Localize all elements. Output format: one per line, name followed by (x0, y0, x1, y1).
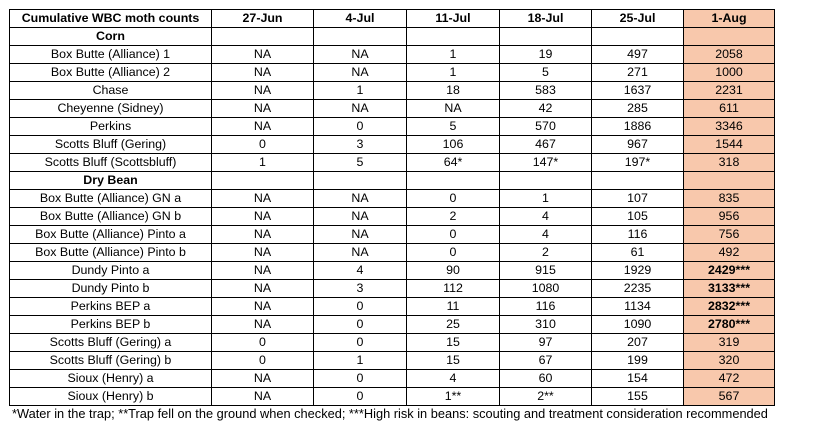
section-blank-cell (684, 28, 775, 46)
table-row (10, 46, 775, 64)
count-cell: 3 (314, 280, 407, 298)
count-cell: 60 (500, 370, 592, 388)
count-cell: 1637 (592, 82, 684, 100)
footnote: *Water in the trap; **Trap fell on the ground when checked; ***High risk in beans: scouting and treatment consideration recommended (12, 406, 768, 421)
count-cell: 1080 (500, 280, 592, 298)
count-cell: 3 (314, 136, 407, 154)
count-cell: 967 (592, 136, 684, 154)
count-cell: 467 (500, 136, 592, 154)
table-row (10, 64, 775, 82)
count-cell: 2 (500, 244, 592, 262)
table-row (10, 190, 775, 208)
count-cell: 319 (684, 334, 775, 352)
count-cell: NA (212, 370, 314, 388)
section-blank-cell (314, 28, 407, 46)
count-cell: NA (212, 190, 314, 208)
count-cell: 1134 (592, 298, 684, 316)
section-blank-cell (592, 28, 684, 46)
section-blank-cell (407, 172, 500, 190)
count-cell: NA (212, 316, 314, 334)
count-cell: 2 (407, 208, 500, 226)
count-cell: 915 (500, 262, 592, 280)
count-cell: 154 (592, 370, 684, 388)
count-cell: NA (314, 64, 407, 82)
header-row (10, 10, 775, 28)
site-cell: Scotts Bluff (Gering) b (10, 352, 212, 370)
count-cell: NA (314, 46, 407, 64)
count-cell: 2780*** (684, 316, 775, 334)
count-cell: NA (212, 118, 314, 136)
count-cell: 497 (592, 46, 684, 64)
count-cell: 0 (212, 334, 314, 352)
count-cell: 583 (500, 82, 592, 100)
count-cell: 1 (500, 190, 592, 208)
count-cell: 1** (407, 388, 500, 406)
count-cell: 567 (684, 388, 775, 406)
count-cell: 0 (314, 298, 407, 316)
count-cell: 15 (407, 334, 500, 352)
table-row (10, 154, 775, 172)
site-cell: Perkins BEP a (10, 298, 212, 316)
count-cell: 492 (684, 244, 775, 262)
count-cell: 956 (684, 208, 775, 226)
count-cell: 0 (314, 370, 407, 388)
count-cell: 155 (592, 388, 684, 406)
site-cell: Box Butte (Alliance) GN a (10, 190, 212, 208)
site-cell: Chase (10, 82, 212, 100)
site-cell: Box Butte (Alliance) 1 (10, 46, 212, 64)
count-cell: 3346 (684, 118, 775, 136)
date-header: 4-Jul (314, 10, 407, 28)
table-row (10, 244, 775, 262)
site-cell: Box Butte (Alliance) Pinto a (10, 226, 212, 244)
count-cell: 19 (500, 46, 592, 64)
count-cell: 1 (314, 82, 407, 100)
site-cell: Scotts Bluff (Scottsbluff) (10, 154, 212, 172)
section-row (10, 28, 775, 46)
section-blank-cell (500, 172, 592, 190)
count-cell: 4 (407, 370, 500, 388)
date-header: 1-Aug (684, 10, 775, 28)
table-row (10, 136, 775, 154)
date-header: 11-Jul (407, 10, 500, 28)
count-cell: 1 (407, 46, 500, 64)
count-cell: NA (212, 298, 314, 316)
count-cell: 2231 (684, 82, 775, 100)
table-row (10, 226, 775, 244)
count-cell: 756 (684, 226, 775, 244)
section-blank-cell (500, 28, 592, 46)
count-cell: NA (212, 64, 314, 82)
count-cell: NA (314, 244, 407, 262)
count-cell: 1 (407, 64, 500, 82)
count-cell: 2235 (592, 280, 684, 298)
site-cell: Dundy Pinto b (10, 280, 212, 298)
count-cell: 0 (212, 136, 314, 154)
count-cell: NA (314, 226, 407, 244)
count-cell: NA (212, 208, 314, 226)
site-cell: Scotts Bluff (Gering) (10, 136, 212, 154)
count-cell: NA (212, 388, 314, 406)
site-cell: Box Butte (Alliance) Pinto b (10, 244, 212, 262)
count-cell: NA (212, 244, 314, 262)
table-title: Cumulative WBC moth counts (10, 10, 212, 28)
count-cell: 2058 (684, 46, 775, 64)
count-cell: 207 (592, 334, 684, 352)
count-cell: 1886 (592, 118, 684, 136)
count-cell: 472 (684, 370, 775, 388)
count-cell: NA (212, 100, 314, 118)
count-cell: 310 (500, 316, 592, 334)
table-row (10, 388, 775, 406)
table-row (10, 316, 775, 334)
count-cell: 4 (500, 208, 592, 226)
site-cell: Sioux (Henry) b (10, 388, 212, 406)
table-row (10, 82, 775, 100)
site-cell: Dundy Pinto a (10, 262, 212, 280)
count-cell: 0 (314, 334, 407, 352)
site-cell: Perkins (10, 118, 212, 136)
count-cell: 107 (592, 190, 684, 208)
count-cell: 318 (684, 154, 775, 172)
site-cell: Box Butte (Alliance) GN b (10, 208, 212, 226)
date-header: 27-Jun (212, 10, 314, 28)
site-cell: Cheyenne (Sidney) (10, 100, 212, 118)
count-cell: 105 (592, 208, 684, 226)
table-row (10, 334, 775, 352)
count-cell: 835 (684, 190, 775, 208)
count-cell: NA (314, 208, 407, 226)
count-cell: 5 (407, 118, 500, 136)
count-cell: 116 (500, 298, 592, 316)
table-row (10, 298, 775, 316)
count-cell: NA (212, 262, 314, 280)
count-cell: 25 (407, 316, 500, 334)
count-cell: 0 (314, 118, 407, 136)
count-cell: 0 (314, 388, 407, 406)
count-cell: 106 (407, 136, 500, 154)
count-cell: NA (212, 82, 314, 100)
count-cell: 0 (407, 190, 500, 208)
section-blank-cell (407, 28, 500, 46)
wbc-moth-count-table (9, 9, 775, 406)
count-cell: 2429*** (684, 262, 775, 280)
count-cell: 3133*** (684, 280, 775, 298)
count-cell: 64* (407, 154, 500, 172)
count-cell: NA (212, 226, 314, 244)
count-cell: 1000 (684, 64, 775, 82)
date-header: 25-Jul (592, 10, 684, 28)
count-cell: 197* (592, 154, 684, 172)
section-blank-cell (684, 172, 775, 190)
section-blank-cell (212, 28, 314, 46)
count-cell: NA (407, 100, 500, 118)
site-cell: Scotts Bluff (Gering) a (10, 334, 212, 352)
count-cell: 285 (592, 100, 684, 118)
count-cell: 1 (314, 352, 407, 370)
count-cell: NA (314, 190, 407, 208)
count-cell: 611 (684, 100, 775, 118)
count-cell: 61 (592, 244, 684, 262)
count-cell: 112 (407, 280, 500, 298)
section-row (10, 172, 775, 190)
count-cell: 90 (407, 262, 500, 280)
site-cell: Box Butte (Alliance) 2 (10, 64, 212, 82)
section-label: Dry Bean (10, 172, 212, 190)
count-cell: 0 (407, 226, 500, 244)
section-blank-cell (314, 172, 407, 190)
count-cell: 15 (407, 352, 500, 370)
count-cell: 4 (500, 226, 592, 244)
count-cell: 147* (500, 154, 592, 172)
count-cell: NA (314, 100, 407, 118)
section-label: Corn (10, 28, 212, 46)
count-cell: 1090 (592, 316, 684, 334)
count-cell: 18 (407, 82, 500, 100)
count-cell: 5 (500, 64, 592, 82)
section-blank-cell (592, 172, 684, 190)
count-cell: 1544 (684, 136, 775, 154)
date-header: 18-Jul (500, 10, 592, 28)
table-row (10, 352, 775, 370)
count-cell: 1929 (592, 262, 684, 280)
count-cell: NA (212, 280, 314, 298)
count-cell: 199 (592, 352, 684, 370)
count-cell: 271 (592, 64, 684, 82)
count-cell: 2832*** (684, 298, 775, 316)
count-cell: 0 (314, 316, 407, 334)
count-cell: 2** (500, 388, 592, 406)
count-cell: 1 (212, 154, 314, 172)
count-cell: 0 (212, 352, 314, 370)
table-row (10, 280, 775, 298)
count-cell: 97 (500, 334, 592, 352)
site-cell: Perkins BEP b (10, 316, 212, 334)
count-cell: 42 (500, 100, 592, 118)
table-row (10, 118, 775, 136)
count-cell: 320 (684, 352, 775, 370)
count-cell: 0 (407, 244, 500, 262)
count-cell: 4 (314, 262, 407, 280)
table-row (10, 370, 775, 388)
table-row (10, 100, 775, 118)
site-cell: Sioux (Henry) a (10, 370, 212, 388)
count-cell: 67 (500, 352, 592, 370)
count-cell: NA (212, 46, 314, 64)
count-cell: 116 (592, 226, 684, 244)
table-row (10, 262, 775, 280)
count-cell: 5 (314, 154, 407, 172)
section-blank-cell (212, 172, 314, 190)
count-cell: 11 (407, 298, 500, 316)
count-cell: 570 (500, 118, 592, 136)
table-row (10, 208, 775, 226)
